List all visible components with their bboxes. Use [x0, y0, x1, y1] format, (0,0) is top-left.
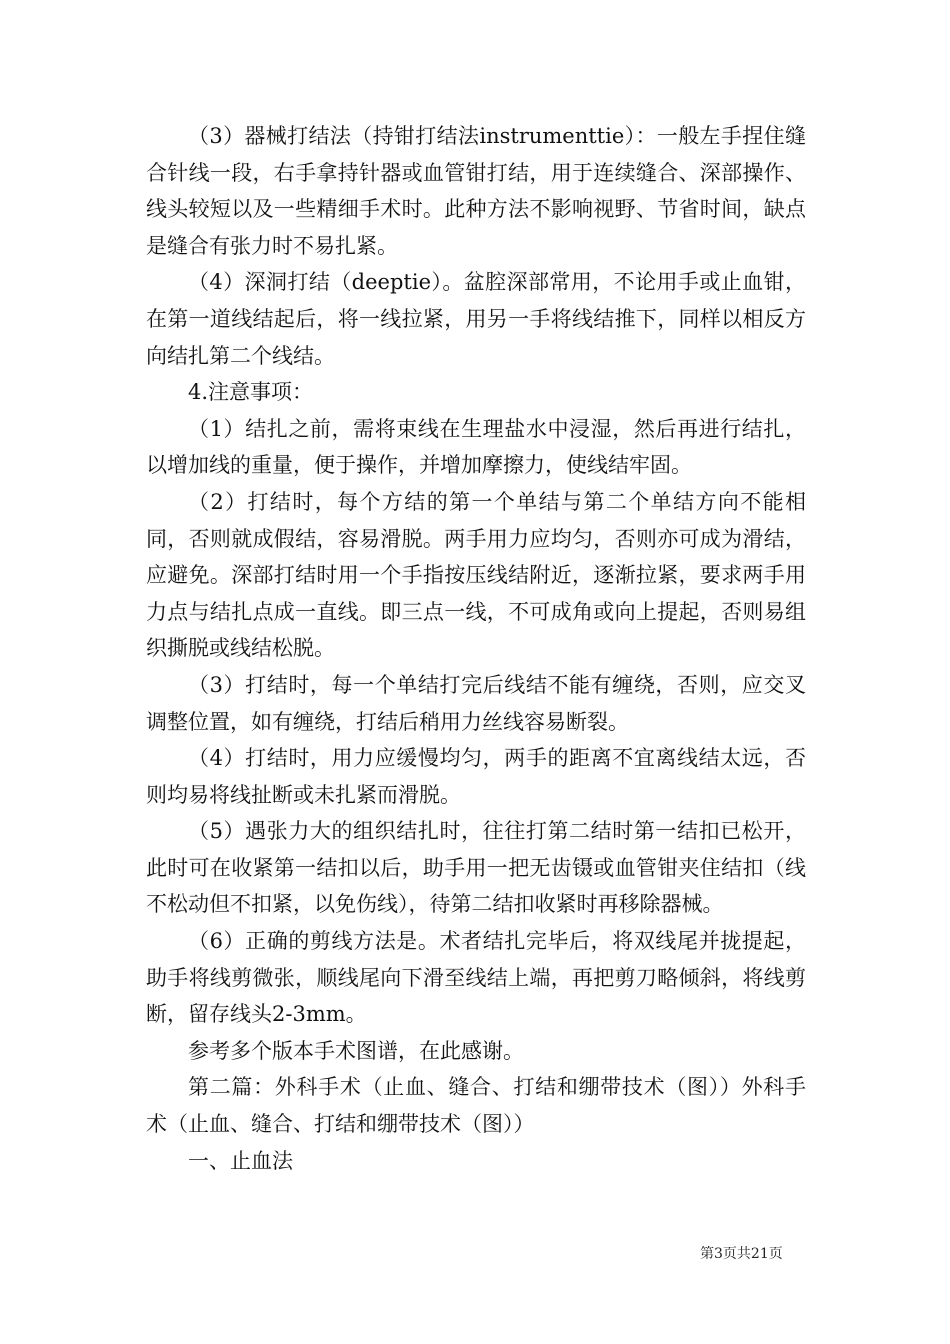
paragraph-instrument-tie: （3）器械打结法（持钳打结法instrumenttie）：一般左手捏住缝合针线一段，右手拿持针器或血管钳打结，用于连续缝合、深部操作、线头较短以及一些精细手术时。此种方法不影响视野、节省时间，缺点是缝合有张力时不易扎紧。	[146, 124, 806, 258]
paragraph-precaution-2: （2）打结时，每个方结的第一个单结与第二个单结方向不能相同，否则就成假结，容易滑脱。两手用力应均匀，否则亦可成为滑结，应避免。深部打结时用一个手指按压线结附近，逐渐拉紧，要求两手用力点与结扎点成一直线。即三点一线，不可成角或向上提起，否则易组织撕脱或线结松脱。	[146, 489, 806, 661]
paragraph-precaution-4: （4）打结时，用力应缓慢均匀，两手的距离不宜离线结太远，否则均易将线扯断或未扎紧而滑脱。	[146, 746, 806, 807]
section-heading-precautions: 4.注意事项：	[188, 380, 314, 405]
paragraph-precaution-1: （1）结扎之前，需将束线在生理盐水中浸湿，然后再进行结扎，以增加线的重量，便于操作，并增加摩擦力，使线结牢固。	[146, 416, 806, 478]
paragraph-precaution-5: （5）遇张力大的组织结扎时，往往打第二结时第一结扣已松开，此时可在收紧第一结扣以后，助手用一把无齿镊或血管钳夹住结扣（线不松动但不扣紧，以免伤线），待第二结扣收紧时再移除器械。	[146, 819, 806, 917]
paragraph-deep-tie: （4）深洞打结（deeptie）。盆腔深部常用，不论用手或止血钳，在第一道线结起后，将一线拉紧，用另一手将线结推下，同样以相反方向结扎第二个线结。	[146, 270, 806, 368]
paragraph-second-article-title: 第二篇：外科手术（止血、缝合、打结和绷带技术（图））外科手术（止血、缝合、打结和绷带技术（图））	[146, 1075, 806, 1137]
document-body	[146, 118, 806, 1179]
paragraph-precaution-6: （6）正确的剪线方法是。术者结扎完毕后，将双线尾并拢提起，助手将线剪微张，顺线尾向下滑至线结上端，再把剪刀略倾斜，将线剪断，留存线头2-3mm。	[146, 929, 806, 1027]
page-number-footer: 第3页共21页	[700, 1246, 783, 1262]
section-heading-hemostasis: 一、止血法	[188, 1148, 293, 1173]
paragraph-precaution-3: （3）打结时，每一个单结打完后线结不能有缠绕，否则，应交叉调整位置，如有缠绕，打结后稍用力丝线容易断裂。	[146, 672, 806, 734]
paragraph-acknowledgement: 参考多个版本手术图谱，在此感谢。	[188, 1038, 524, 1063]
